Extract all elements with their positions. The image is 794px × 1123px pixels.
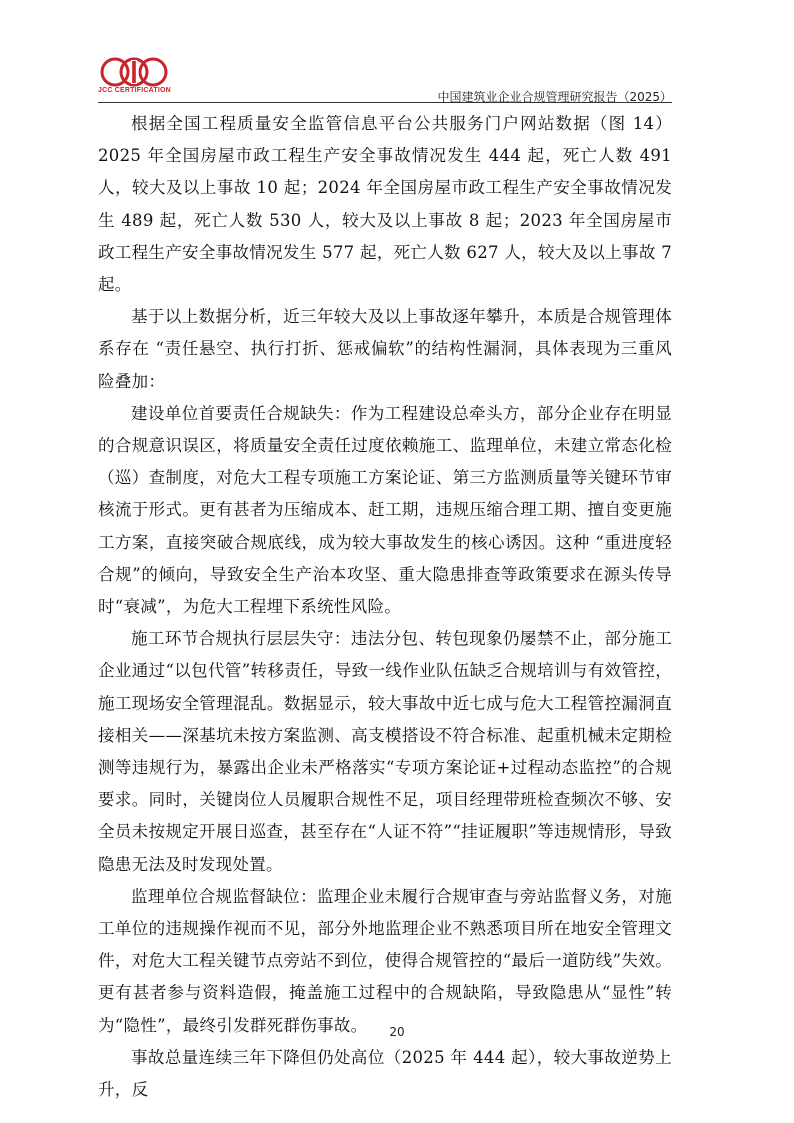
page-header (98, 56, 672, 104)
paragraph: 建设单位首要责任合规缺失：作为工程建设总牵头方，部分企业存在明显的合规意识误区，将质量安全责任过度依赖施工、监理单位，未建立常态化检（巡）查制度，对危大工程专项施工方案论证、第三方监测质量等关键环节审核流于形式。更有甚者为压缩成本、赶工期，违规压缩合理工期、擅自变更施工方案，直接突破合规底线，成为较大事故发生的核心诱因。这种 “重进度轻合规”的倾向，导致安全生产治本攻坚、重大隐患排查等政策要求在源头传导时“衰减”，为危大工程埋下系统性风险。 (98, 403, 672, 617)
body-text (98, 108, 672, 1106)
page-number: 20 (389, 1025, 405, 1039)
three-rings-logo-icon (98, 56, 170, 88)
paragraph: 监理单位合规监督缺位：监理企业未履行合规审查与旁站监督义务，对施工单位的违规操作视而不见，部分外地监理企业不熟悉项目所在地安全管理文件，对危大工程关键节点旁站不到位，使得合规管控的“最后一道防线”失效。更有甚者参与资料造假，掩盖施工过程中的合规缺陷，导致隐患从“显性”转为“隐性”，最终引发群死群伤事故。 (98, 886, 672, 1035)
paragraph: 基于以上数据分析，近三年较大及以上事故逐年攀升，本质是合规管理体系存在 “责任悬空、执行打折、惩戒偏软”的结构性漏洞，具体表现为三重风险叠加： (98, 307, 672, 391)
header-divider (98, 102, 672, 103)
paragraph: 事故总量连续三年下降但仍处高位（2025 年 444 起），较大事故逆势上升，反 (98, 1047, 672, 1100)
paragraph: 施工环节合规执行层层失守：违法分包、转包现象仍屡禁不止，部分施工企业通过“以包代管”转移责任，导致一线作业队伍缺乏合规培训与有效管控，施工现场安全管理混乱。数据显示，较大事故中近七成与危大工程管控漏洞直接相关——深基坑未按方案监测、高支模搭设不符合标准、起重机械未定期检测等违规行为，暴露出企业未严格落实“专项方案论证+过程动态监控”的合规要求。同时，关键岗位人员履职合规性不足，项目经理带班检查频次不够、安全员未按规定开展日巡查，甚至存在“人证不符”“挂证履职”等违规情形，导致隐患无法及时发现处置。 (98, 629, 672, 874)
logo-text: JCC CERTIFICATION (98, 87, 171, 94)
report-title: 中国建筑业企业合规管理研究报告（2025） (437, 90, 672, 104)
jcc-logo (98, 56, 170, 100)
paragraph: 根据全国工程质量安全监管信息平台公共服务门户网站数据（图 14）2025 年全国房屋市政工程生产安全事故情况发生 444 起，死亡人数 491 人，较大及以上事故 10 起；2024 年全国房屋市政工程生产安全事故情况发生 489 起，死亡人数 530 人，较大及以上事故 8 起；2023 年全国房屋市政工程生产安全事故情况发生 577 起，死亡人数 627 人，较大及以上事故 7 起。 (98, 114, 672, 295)
